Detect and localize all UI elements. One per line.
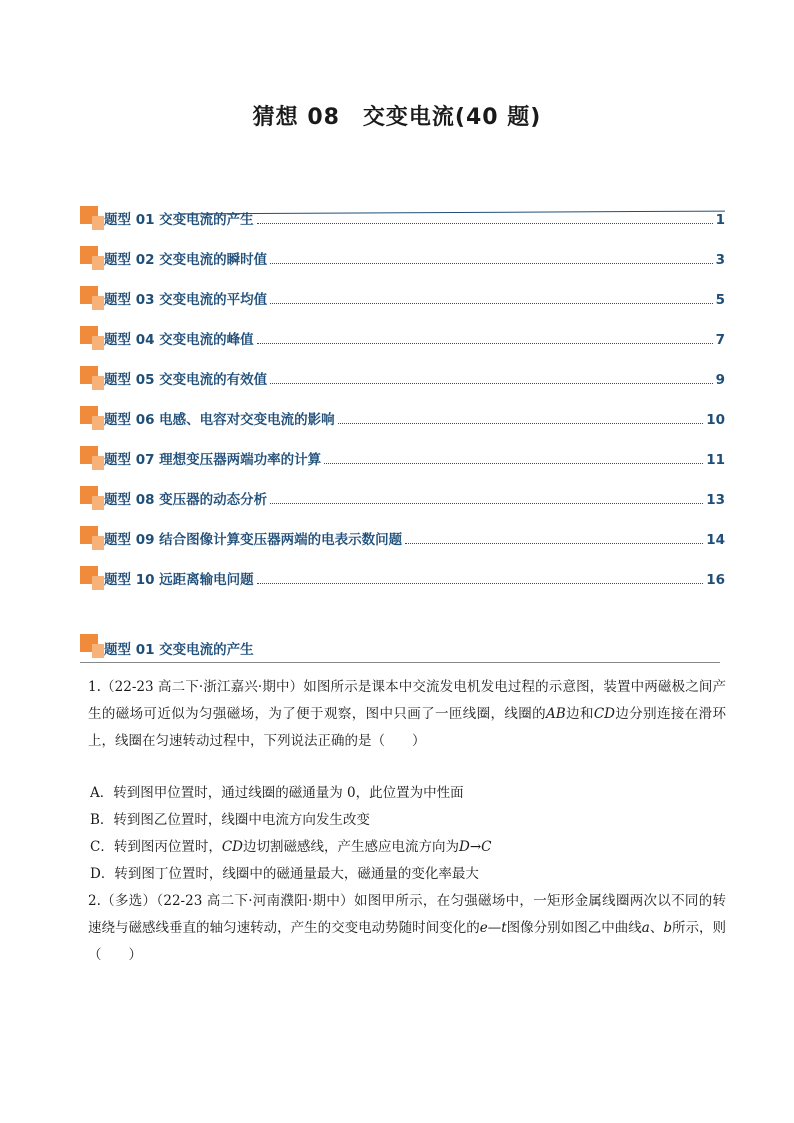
q1-cd: CD: [593, 706, 615, 722]
toc-page-number: 7: [715, 332, 725, 348]
toc-page-number: 13: [706, 492, 725, 508]
q2-text-2: 图像分别如图乙中曲线: [506, 920, 642, 936]
toc-item-10[interactable]: [80, 552, 725, 592]
section-heading: [80, 632, 720, 663]
q1-option-d[interactable]: D．转到图丁位置时，线圈中的磁通量最大，磁通量的变化率最大: [90, 866, 479, 882]
toc-item-03[interactable]: [80, 272, 725, 312]
q2-text-1: 2.（多选）（22-23 高二下·河南濮阳·期中）如图甲所示，在匀强磁场中，一矩形金属线圈两次以不同的转速绕与磁感线垂直的轴匀速转动，产生的交变电动势随时间变化的: [88, 893, 726, 936]
section-badge-icon: [80, 566, 104, 590]
toc-leader: [270, 383, 712, 384]
toc-item-05[interactable]: [80, 352, 725, 392]
section-badge-icon: [80, 366, 104, 390]
q1-option-c-cd: CD: [221, 839, 243, 855]
toc-item-02[interactable]: [80, 232, 725, 272]
toc-underline: [180, 211, 725, 215]
q1-option-b[interactable]: B．转到图乙位置时，线圈中电流方向发生改变: [90, 812, 370, 828]
q1-text-3: 边分别连接在滑环上，线圈在匀速转动过程中，下列说法正确的是（ ）: [88, 706, 727, 749]
toc-prefix: 题型: [104, 452, 131, 468]
toc-page-number: 1: [715, 212, 725, 228]
toc-page-number: 14: [706, 532, 725, 548]
section-prefix: 题型: [104, 642, 131, 658]
toc-label: 01 交变电流的产生: [131, 212, 254, 228]
section-badge-icon: [80, 326, 104, 350]
section-label: 01 交变电流的产生: [131, 642, 254, 658]
toc-label: 07 理想变压器两端功率的计算: [131, 452, 322, 468]
toc-label: 02 交变电流的瞬时值: [131, 252, 268, 268]
toc-prefix: 题型: [104, 332, 131, 348]
toc-label: 05 交变电流的有效值: [131, 372, 268, 388]
toc-prefix: 题型: [104, 572, 131, 588]
toc-page-number: 16: [706, 572, 725, 588]
q2-et: e—t: [479, 920, 507, 936]
toc-leader: [257, 583, 704, 584]
toc-prefix: 题型: [104, 252, 131, 268]
toc-leader: [270, 503, 703, 504]
q1-option-c-text-1: C．转到图丙位置时，: [90, 839, 222, 855]
toc-label: 04 交变电流的峰值: [131, 332, 254, 348]
toc-label: 10 远距离输电问题: [131, 572, 254, 588]
toc-page-number: 11: [706, 452, 725, 468]
section-badge-icon: [80, 286, 104, 310]
section-badge-icon: [80, 486, 104, 510]
toc-page-number: 5: [715, 292, 725, 308]
toc-page-number: 9: [715, 372, 725, 388]
toc-prefix: 题型: [104, 292, 131, 308]
toc-label: 06 电感、电容对交变电流的影响: [131, 412, 335, 428]
toc-label: 08 变压器的动态分析: [131, 492, 268, 508]
q2-curve-b: b: [663, 920, 672, 936]
toc-leader: [257, 343, 713, 344]
q1-text-2: 边和: [565, 706, 594, 722]
toc-leader: [338, 423, 704, 424]
question-2-stem: [88, 888, 726, 969]
toc-prefix: 题型: [104, 492, 131, 508]
page-title: 猜想 08 交变电流(40 题): [252, 105, 542, 130]
q2-text-3: 、: [649, 920, 664, 936]
toc-leader: [270, 303, 712, 304]
q1-text-1: 1.（22-23 高二下·浙江嘉兴·期中）如图所示是课本中交流发电机发电过程的示意图，装置中两磁极之间产生的磁场可近似为匀强磁场，为了便于观察，图中只画了一匝线圈，线圈的: [88, 679, 726, 722]
toc-leader: [324, 463, 703, 464]
section-badge-icon: [80, 206, 104, 230]
toc-item-08[interactable]: [80, 472, 725, 512]
toc-prefix: 题型: [104, 532, 131, 548]
section-badge-icon: [80, 406, 104, 430]
toc-item-04[interactable]: [80, 312, 725, 352]
toc-item-06[interactable]: [80, 392, 725, 432]
toc-leader: [405, 543, 703, 544]
toc-page-number: 10: [706, 412, 725, 428]
toc-prefix: 题型: [104, 372, 131, 388]
toc-page-number: 3: [715, 252, 725, 268]
toc-item-07[interactable]: [80, 432, 725, 472]
table-of-contents: [80, 192, 725, 592]
section-badge-icon: [80, 526, 104, 550]
toc-prefix: 题型: [104, 412, 131, 428]
toc-item-01[interactable]: [80, 192, 725, 232]
q1-option-a[interactable]: A．转到图甲位置时，通过线圈的磁通量为 0，此位置为中性面: [90, 785, 464, 801]
q1-option-c-direction: D→C: [459, 839, 492, 855]
toc-leader: [257, 223, 713, 224]
toc-item-09[interactable]: [80, 512, 725, 552]
q2-text-4: 所示，则（ ）: [88, 920, 727, 963]
q2-curve-a: a: [641, 920, 650, 936]
q1-ab: AB: [546, 706, 566, 722]
toc-label: 09 结合图像计算变压器两端的电表示数问题: [131, 532, 403, 548]
section-badge-icon: [80, 634, 104, 658]
question-1-stem: [88, 674, 726, 755]
section-badge-icon: [80, 246, 104, 270]
q1-option-c-text-2: 边切割磁感线，产生感应电流方向为: [243, 839, 459, 855]
toc-prefix: 题型: [104, 212, 131, 228]
toc-label: 03 交变电流的平均值: [131, 292, 268, 308]
q1-option-c[interactable]: [90, 834, 491, 861]
toc-leader: [270, 263, 712, 264]
section-badge-icon: [80, 446, 104, 470]
